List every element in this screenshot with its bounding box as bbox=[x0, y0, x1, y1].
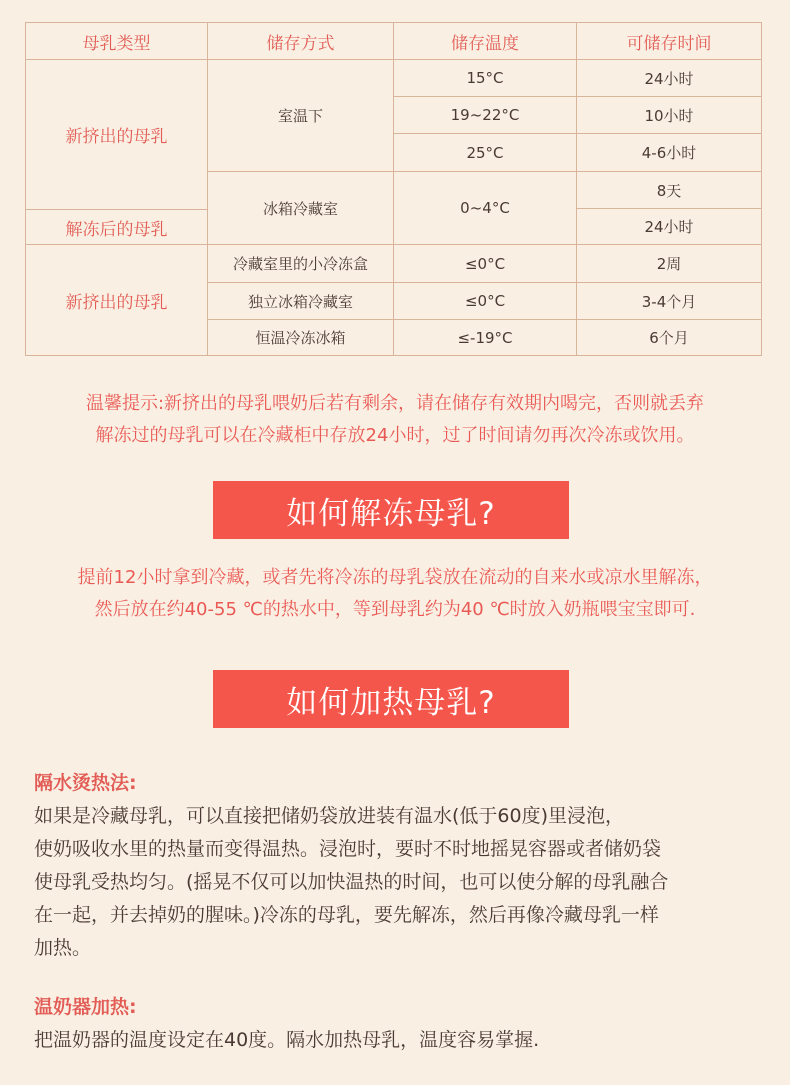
header-storage-time: 可储存时间 bbox=[576, 22, 762, 60]
method-fridge: 冰箱冷藏室 bbox=[207, 171, 394, 245]
bottle-warmer-body: 把温奶器的温度设定在40度。隔水加热母乳，温度容易掌握. bbox=[34, 1029, 540, 1051]
header-storage-method: 储存方式 bbox=[207, 22, 394, 60]
time-cell: 24小时 bbox=[576, 59, 762, 97]
temp-cell: 15°C bbox=[393, 59, 577, 97]
bottle-warmer-method bbox=[34, 990, 764, 1057]
temp-cell: 0~4°C bbox=[393, 171, 577, 245]
type-thawed-milk: 解冻后的母乳 bbox=[25, 209, 208, 245]
method-standalone-fridge: 独立冰箱冷藏室 bbox=[207, 282, 394, 320]
temp-cell: ≤-19°C bbox=[393, 319, 577, 356]
water-bath-line: 加热。 bbox=[34, 937, 92, 959]
water-bath-method bbox=[34, 766, 764, 965]
time-cell: 4-6小时 bbox=[576, 133, 762, 172]
time-cell: 10小时 bbox=[576, 96, 762, 134]
method-freezer-box: 冷藏室里的小冷冻盒 bbox=[207, 244, 394, 283]
water-bath-body bbox=[34, 800, 764, 965]
thaw-line: 然后放在约40-55 ℃的热水中，等到母乳约为40 ℃时放入奶瓶喂宝宝即可. bbox=[94, 599, 696, 620]
time-cell: 24小时 bbox=[576, 208, 762, 245]
header-storage-temp: 储存温度 bbox=[393, 22, 577, 60]
storage-table bbox=[25, 22, 762, 356]
thaw-line: 提前12小时拿到冷藏，或者先将冷冻的母乳袋放在流动的自来水或凉水里解冻， bbox=[77, 567, 713, 588]
time-cell: 8天 bbox=[576, 171, 762, 209]
time-cell: 6个月 bbox=[576, 319, 762, 356]
thaw-banner: 如何解冻母乳? bbox=[213, 481, 569, 539]
heat-banner: 如何加热母乳? bbox=[213, 670, 569, 728]
water-bath-line: 在一起，并去掉奶的腥味。)冷冻的母乳，要先解冻，然后再像冷藏母乳一样 bbox=[34, 904, 659, 926]
water-bath-line: 使奶吸收水里的热量而变得温热。浸泡时，要时不时地摇晃容器或者储奶袋 bbox=[34, 838, 662, 860]
temp-cell: 25°C bbox=[393, 133, 577, 172]
method-deep-freezer: 恒温冷冻冰箱 bbox=[207, 319, 394, 356]
water-bath-line: 使母乳受热均匀。(摇晃不仅可以加快温热的时间，也可以使分解的母乳融合 bbox=[34, 871, 669, 893]
water-bath-title: 隔水烫热法: bbox=[34, 772, 137, 794]
water-bath-line: 如果是冷藏母乳，可以直接把储奶袋放进装有温水(低于60度)里浸泡， bbox=[34, 805, 625, 827]
type-fresh-milk-frozen: 新挤出的母乳 bbox=[25, 244, 208, 356]
warm-tip bbox=[0, 388, 790, 452]
time-cell: 3-4个月 bbox=[576, 282, 762, 320]
temp-cell: 19~22°C bbox=[393, 96, 577, 134]
temp-cell: ≤0°C bbox=[393, 244, 577, 283]
thaw-instructions bbox=[0, 562, 790, 626]
type-fresh-milk: 新挤出的母乳 bbox=[25, 59, 208, 210]
method-room-temp: 室温下 bbox=[207, 59, 394, 172]
header-milk-type: 母乳类型 bbox=[25, 22, 208, 60]
warm-tip-line: 温馨提示:新挤出的母乳喂奶后若有剩余，请在储存有效期内喝完，否则就丢弃 bbox=[85, 393, 705, 414]
warm-tip-line: 解冻过的母乳可以在冷藏柜中存放24小时，过了时间请勿再次冷冻或饮用。 bbox=[95, 425, 695, 446]
bottle-warmer-title: 温奶器加热: bbox=[34, 996, 137, 1018]
time-cell: 2周 bbox=[576, 244, 762, 283]
temp-cell: ≤0°C bbox=[393, 282, 577, 320]
